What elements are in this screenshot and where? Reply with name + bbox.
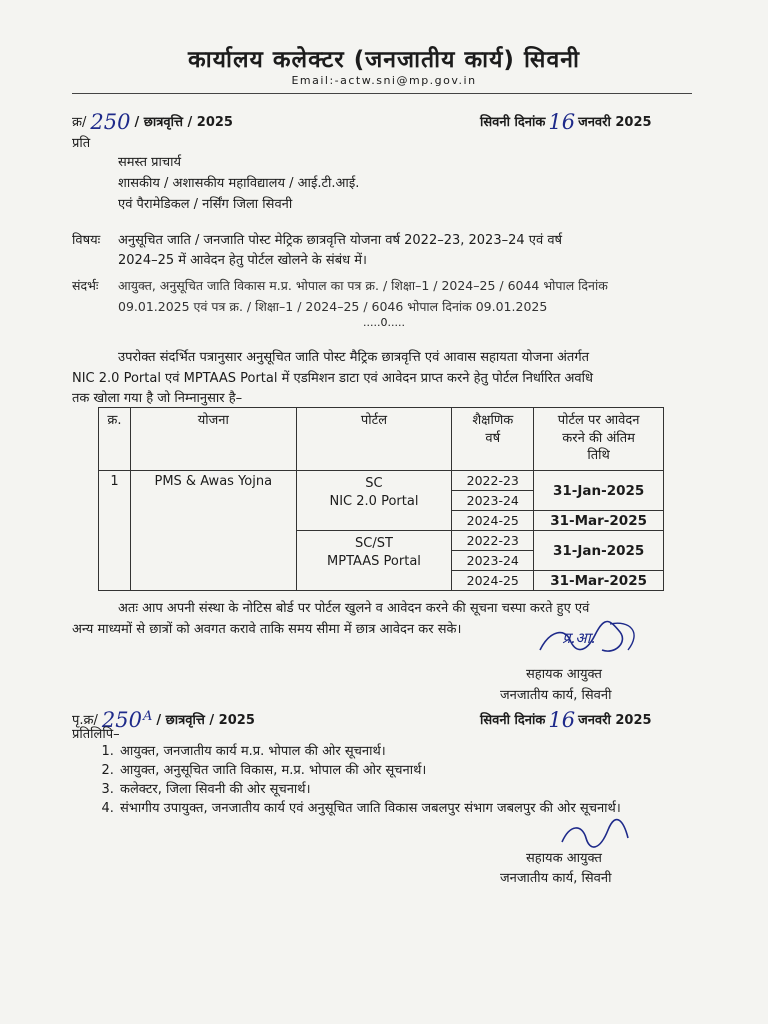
portal-mptaas-line2: MPTAAS Portal bbox=[327, 553, 421, 569]
recipient-line-1: समस्त प्राचार्य bbox=[118, 155, 182, 170]
copy-number-handwritten: 250 bbox=[101, 708, 142, 732]
reference-line-1: आयुक्त, अनुसूचित जाति विकास म.प्र. भोपाल का पत्र क्र. / शिक्षा–1 / 2024–25 / 6044 भोपाल दिनांक bbox=[118, 278, 608, 293]
cell-scheme: PMS & Awas Yojna bbox=[130, 471, 296, 591]
recipient-line-2: शासकीय / अशासकीय महाविद्यालय / आई.टी.आई. bbox=[118, 176, 360, 191]
cell-sno: 1 bbox=[99, 471, 131, 591]
to-label: प्रति bbox=[72, 136, 91, 151]
letter-date bbox=[480, 107, 652, 134]
list-item: 4. संभागीय उपायुक्त, जनजातीय कार्य एवं अनुसूचित जाति विकास जबलपुर संभाग जबलपुर की ओर सूचनार्थ। bbox=[118, 799, 708, 818]
portal-nic-line2: NIC 2.0 Portal bbox=[329, 493, 419, 509]
list-item: 1. आयुक्त, जनजातीय कार्य म.प्र. भोपाल की ओर सूचनार्थ। bbox=[118, 742, 708, 761]
cell-deadline: 31-Mar-2025 bbox=[534, 511, 664, 531]
reference-prefix: क्र/ bbox=[72, 115, 87, 130]
subject-label: विषयः bbox=[72, 233, 101, 248]
copy-date-day-handwritten: 16 bbox=[548, 708, 576, 732]
office-title: कार्यालय कलेक्टर (जनजातीय कार्य) सिवनी bbox=[188, 47, 580, 73]
cell-year: 2024-25 bbox=[452, 511, 534, 531]
header-deadline-line2: करने की अंतिम bbox=[562, 430, 635, 446]
cell-year: 2022-23 bbox=[452, 471, 534, 491]
copy-label: प्रतिलिपि– bbox=[72, 727, 120, 742]
date-prefix: सिवनी दिनांक bbox=[480, 115, 546, 130]
signature-1-title: सहायक आयुक्त bbox=[526, 667, 602, 682]
header-sno: क्र. bbox=[99, 408, 131, 471]
cell-deadline: 31-Jan-2025 bbox=[534, 531, 664, 571]
signature-1-initials: प्र.आ. bbox=[562, 629, 596, 647]
cell-year: 2023-24 bbox=[452, 551, 534, 571]
header-academic-year bbox=[452, 408, 534, 471]
copy-reference-suffix: / छात्रवृत्ति / 2025 bbox=[156, 713, 255, 728]
list-item: 2. आयुक्त, अनुसूचित जाति विकास, म.प्र. भोपाल की ओर सूचनार्थ। bbox=[118, 761, 708, 780]
reference-suffix: / छात्रवृत्ति / 2025 bbox=[134, 115, 233, 130]
cell-year: 2022-23 bbox=[452, 531, 534, 551]
cell-portal-nic bbox=[296, 471, 452, 531]
subject-line-1: अनुसूचित जाति / जनजाति पोस्ट मेट्रिक छात्रवृत्ति योजना वर्ष 2022–23, 2023–24 एवं वर्ष bbox=[118, 233, 563, 248]
body-para1-line2: NIC 2.0 Portal एवं MPTAAS Portal में एडमिशन डाटा एवं आवेदन प्राप्त करने हेतु पोर्टल निर्धारित अवधि bbox=[72, 371, 594, 386]
copy-date bbox=[480, 705, 652, 732]
header-divider bbox=[72, 93, 692, 94]
header-year-line2: वर्ष bbox=[485, 430, 501, 446]
table-header-row bbox=[99, 408, 664, 471]
copy-date-suffix: जनवरी 2025 bbox=[578, 713, 652, 728]
list-item: 3. कलेक्टर, जिला सिवनी की ओर सूचनार्थ। bbox=[118, 780, 708, 799]
body-para2-line2: अन्य माध्यमों से छात्रों को अवगत करावे ताकि समय सीमा में छात्र आवेदन कर सके। bbox=[72, 622, 462, 637]
copy-reference-prefix: पृ.क्र/ bbox=[72, 713, 98, 728]
recipient-line-3: एवं पैरामेडिकल / नर्सिंग जिला सिवनी bbox=[118, 197, 293, 212]
body-para1-line3: तक खोला गया है जो निम्नानुसार है– bbox=[72, 391, 243, 406]
reference-separator: .....0..... bbox=[363, 316, 405, 329]
copy-number-suffix-handwritten: A bbox=[142, 709, 153, 724]
reference-label: संदर्भः bbox=[72, 278, 99, 293]
header-deadline-line1: पोर्टल पर आवेदन bbox=[557, 413, 640, 428]
cell-year: 2024-25 bbox=[452, 571, 534, 591]
portal-schedule-table bbox=[98, 407, 664, 591]
cell-deadline: 31-Jan-2025 bbox=[534, 471, 664, 511]
date-suffix: जनवरी 2025 bbox=[578, 115, 652, 130]
signature-1-dept: जनजातीय कार्य, सिवनी bbox=[500, 688, 612, 703]
portal-mptaas-line1: SC/ST bbox=[355, 536, 393, 551]
header-year-line1: शैक्षणिक bbox=[472, 413, 514, 428]
office-email: Email:-actw.sni@mp.gov.in bbox=[291, 74, 477, 87]
copy-recipients-list bbox=[96, 742, 708, 818]
header-deadline-line3: तिथि bbox=[587, 448, 610, 464]
reference-number-line bbox=[72, 107, 233, 134]
reference-line-2: 09.01.2025 एवं पत्र क्र. / शिक्षा–1 / 2024–25 / 6046 भोपाल दिनांक 09.01.2025 bbox=[118, 299, 548, 314]
header-scheme: योजना bbox=[130, 408, 296, 471]
table-row bbox=[99, 471, 664, 491]
signature-2-dept: जनजातीय कार्य, सिवनी bbox=[500, 871, 612, 886]
body-para2-line1: अतः आप अपनी संस्था के नोटिस बोर्ड पर पोर्टल खुलने व आवेदन करने की सूचना चस्पा करते हुए एवं bbox=[118, 601, 590, 616]
reference-number-handwritten: 250 bbox=[90, 110, 131, 134]
cell-deadline: 31-Mar-2025 bbox=[534, 571, 664, 591]
body-para1-line1: उपरोक्त संदर्भित पत्रानुसार अनुसूचित जाति पोस्ट मैट्रिक छात्रवृत्ति एवं आवास सहायता योजना अंतर्गत bbox=[118, 350, 590, 365]
header-deadline bbox=[534, 408, 664, 471]
cell-year: 2023-24 bbox=[452, 491, 534, 511]
signature-2-title: सहायक आयुक्त bbox=[526, 851, 602, 866]
date-day-handwritten: 16 bbox=[548, 110, 576, 134]
subject-line-2: 2024–25 में आवेदन हेतु पोर्टल खोलने के संबंध में। bbox=[118, 253, 367, 268]
copy-date-prefix: सिवनी दिनांक bbox=[480, 713, 546, 728]
cell-portal-mptaas bbox=[296, 531, 452, 591]
header-portal: पोर्टल bbox=[296, 408, 452, 471]
portal-nic-line1: SC bbox=[365, 476, 383, 491]
